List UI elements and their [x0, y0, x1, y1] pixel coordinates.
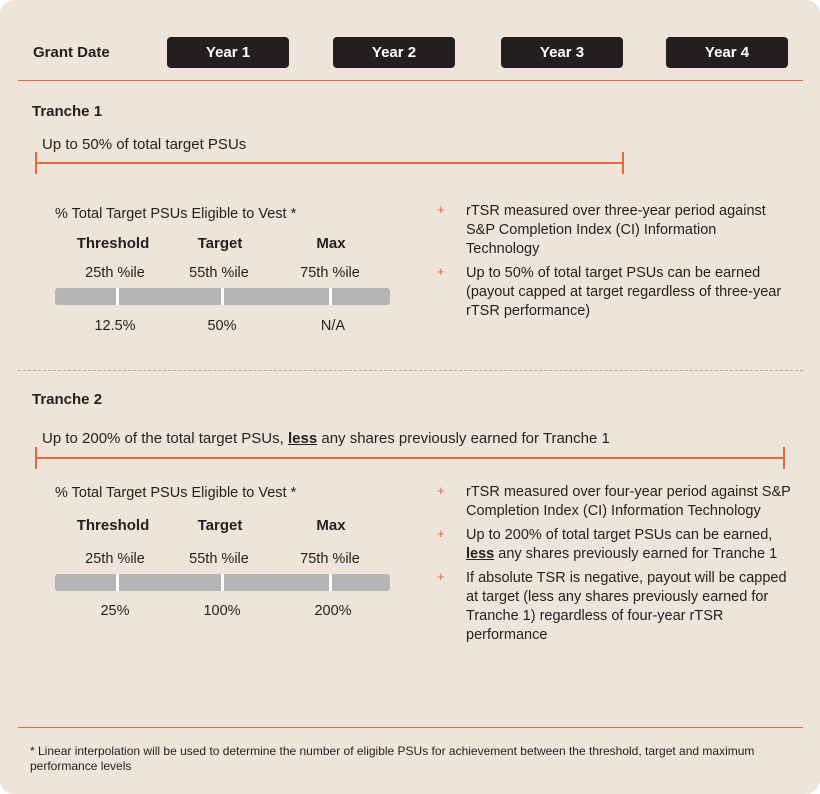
- list-item: + Up to 50% of total target PSUs can be earned (payout capped at target regardless of three-year rTSR performance): [437, 264, 782, 319]
- tranche1-range-text: Up to 50% of total target PSUs: [42, 136, 247, 153]
- tranche2-timeline: [36, 457, 785, 459]
- tranche1-eligible-title: % Total Target PSUs Eligible to Vest *: [55, 206, 297, 222]
- list-item: + rTSR measured over four-year period against S&P Completion Index (CI) Information Technology: [437, 483, 791, 519]
- tranche1-pct-target: 55th %ile: [189, 265, 249, 281]
- tranche2-timeline-start: [35, 447, 37, 469]
- tranche2-payout-max: 200%: [314, 603, 352, 619]
- tranche1-timeline: [36, 162, 624, 164]
- emphasis-less: less: [287, 430, 318, 447]
- tranche2-pct-target: 55th %ile: [189, 551, 249, 567]
- year-2-pill: Year 2: [333, 37, 455, 68]
- list-item: + If absolute TSR is negative, payout will be capped at target (less any shares previously earned for Tranche 1) regardless of four-year rTSR performance: [437, 569, 787, 643]
- tranche1-target-marker: [221, 288, 224, 305]
- year-3-pill: Year 3: [501, 37, 623, 68]
- tranche2-payout-threshold: 25%: [100, 603, 130, 619]
- tranche2-col-threshold: Threshold: [76, 517, 150, 534]
- tranche2-target-marker: [221, 574, 224, 591]
- tranche2-eligible-title: % Total Target PSUs Eligible to Vest *: [55, 485, 297, 501]
- tranche2-payout-target: 100%: [203, 603, 241, 619]
- tranche1-timeline-end: [622, 152, 624, 174]
- tranche2-pct-threshold: 25th %ile: [85, 551, 145, 567]
- plus-icon: +: [437, 264, 445, 279]
- tranche1-pct-max: 75th %ile: [300, 265, 360, 281]
- year-4-pill: Year 4: [666, 37, 788, 68]
- tranche2-range-text: Up to 200% of the total target PSUs, less any shares previously earned for Tranche 1: [42, 430, 610, 447]
- tranche2-pct-max: 75th %ile: [300, 551, 360, 567]
- tranche1-pct-threshold: 25th %ile: [85, 265, 145, 281]
- tranche-divider: [18, 370, 803, 371]
- grant-date-label: Grant Date: [33, 44, 110, 61]
- plus-icon: +: [437, 202, 445, 217]
- footnote: * Linear interpolation will be used to determine the number of eligible PSUs for achievement between the threshold, target and maximum performance levels: [30, 744, 755, 773]
- emphasis-less: less: [466, 546, 495, 562]
- tranche1-timeline-start: [35, 152, 37, 174]
- plus-icon: +: [437, 526, 445, 541]
- tranche2-threshold-marker: [116, 574, 119, 591]
- tranche2-col-max: Max: [316, 517, 346, 534]
- tranche1-col-threshold: Threshold: [76, 235, 150, 252]
- tranche2-bullets: [437, 483, 792, 650]
- tranche1-col-max: Max: [316, 235, 346, 252]
- tranche1-payout-max: N/A: [320, 318, 346, 334]
- plus-icon: +: [437, 483, 445, 498]
- footer-divider: [18, 727, 803, 728]
- header-divider: [18, 80, 803, 81]
- list-item: + Up to 200% of total target PSUs can be earned, less any shares previously earned for Tranche 1: [437, 526, 778, 562]
- tranche2-timeline-end: [783, 447, 785, 469]
- plus-icon: +: [437, 569, 445, 584]
- tranche1-threshold-marker: [116, 288, 119, 305]
- tranche2-title: Tranche 2: [32, 391, 103, 408]
- tranche1-max-marker: [329, 288, 332, 305]
- tranche1-payout-threshold: 12.5%: [94, 318, 136, 334]
- tranche1-title: Tranche 1: [32, 103, 103, 120]
- tranche2-max-marker: [329, 574, 332, 591]
- tranche2-col-target: Target: [197, 517, 243, 534]
- year-1-pill: Year 1: [167, 37, 289, 68]
- tranche1-payout-target: 50%: [207, 318, 237, 334]
- tranche1-bullets: [437, 202, 787, 326]
- list-item: + rTSR measured over three-year period against S&P Completion Index (CI) Information Technology: [437, 202, 766, 257]
- tranche1-col-target: Target: [197, 235, 243, 252]
